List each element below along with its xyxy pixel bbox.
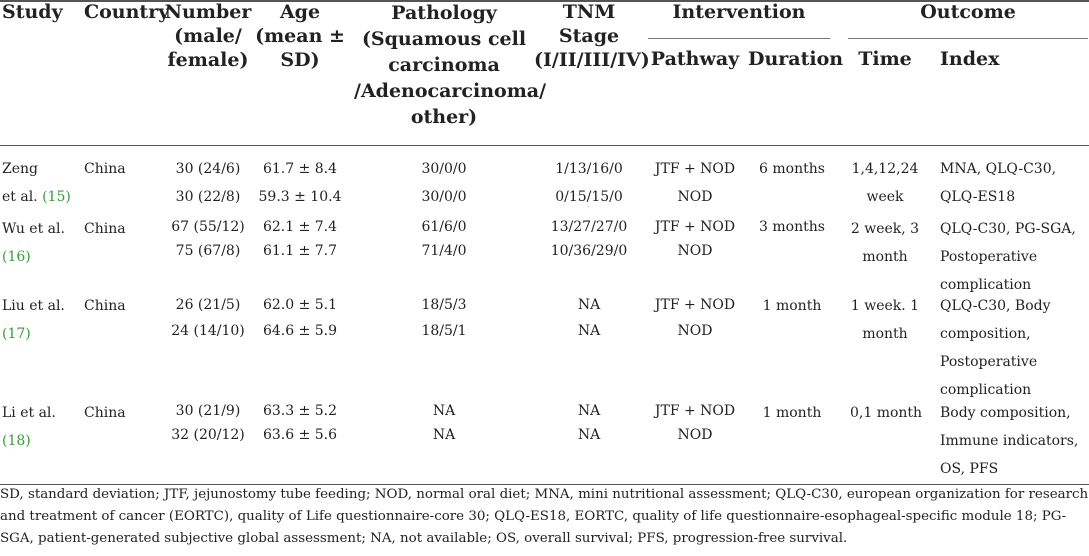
duration-cell: 3 months — [759, 219, 825, 235]
pathology-cell: 61/6/0 71/4/0 — [421, 219, 467, 259]
pathology-cell: 18/5/3 18/5/1 — [421, 297, 467, 339]
table-row — [2, 292, 65, 348]
header-time: Time — [858, 48, 912, 70]
study-name-cont: et al. (15) — [2, 189, 71, 205]
duration-cell: 6 months — [759, 161, 825, 177]
study-name-cont — [2, 320, 65, 348]
study-name: Liu et al. — [2, 298, 65, 314]
header-pathology: Pathology (Squamous cell carcinoma /Adenocarcinoma/ other) — [354, 2, 547, 128]
table-footnote: SD, standard deviation; JTF, jejunostomy tube feeding; NOD, normal oral diet; MNA, mini nutritional assessment; QLQ-C30, european organization for research and treatment of cancer (EORTC), quality of Life questionnaire-core 30; QLQ-ES18, EORTC, quality of life questionnaire-esophageal-specific module 18; PG-SGA, patient-generated subjective global assessment; NA, not available; OS, overall survival; PFS, progression-free survival. — [0, 487, 1089, 546]
pathology-cell: 30/0/0 30/0/0 — [421, 161, 467, 205]
index-cell: QLQ-C30, PG-SGA, Postoperative complication — [940, 221, 1076, 293]
country-cell: China — [84, 405, 126, 421]
reference-link[interactable]: (18) — [2, 433, 31, 449]
duration-cell: 1 month — [762, 405, 822, 421]
study-name-cont — [2, 427, 56, 455]
study-name: Wu et al. — [2, 221, 65, 237]
tnm-cell: 13/27/27/0 10/36/29/0 — [550, 219, 628, 259]
tnm-cell: 1/13/16/0 0/15/15/0 — [555, 161, 623, 205]
country-cell: China — [84, 161, 126, 177]
pathway-cell: JTF + NOD NOD — [654, 403, 736, 443]
index-cell: MNA, QLQ-C30, QLQ-ES18 — [940, 161, 1057, 205]
age-cell: 62.1 ± 7.4 61.1 ± 7.7 — [262, 219, 338, 259]
header-index: Index — [940, 48, 1000, 70]
tnm-cell: NA NA — [577, 403, 601, 443]
time-cell: 2 week, 3 month — [850, 221, 920, 265]
intervention-underline — [648, 38, 830, 39]
header-duration: Duration — [748, 48, 844, 70]
header-outcome: Outcome — [920, 1, 1016, 23]
outcome-underline — [848, 38, 1088, 39]
study-name: Li et al. — [2, 405, 56, 421]
number-cell: 26 (21/5) 24 (14/10) — [171, 297, 245, 339]
reference-link[interactable]: (16) — [2, 249, 31, 265]
country-cell: China — [84, 298, 126, 314]
study-name-cont — [2, 243, 65, 271]
header-country: Country — [84, 1, 170, 23]
table-row — [2, 399, 56, 455]
table-row — [2, 155, 71, 211]
header-age: Age (mean ± SD) — [255, 1, 345, 71]
header-intervention: Intervention — [672, 1, 806, 23]
time-cell: 1 week. 1 month — [850, 298, 920, 342]
pathology-cell: NA NA — [432, 403, 456, 443]
number-cell: 67 (55/12) 75 (67/8) — [171, 219, 245, 259]
pathway-cell: JTF + NOD NOD — [654, 297, 736, 339]
number-cell: 30 (21/9) 32 (20/12) — [171, 403, 245, 443]
time-cell: 0,1 month — [850, 405, 923, 421]
pathway-cell: JTF + NOD NOD — [654, 161, 736, 205]
duration-cell: 1 month — [762, 298, 822, 314]
number-cell: 30 (24/6) 30 (22/8) — [175, 161, 241, 205]
index-cell: QLQ-C30, Body composition, Postoperative complication — [940, 298, 1051, 398]
pathway-cell: JTF + NOD NOD — [654, 219, 736, 259]
country-cell: China — [84, 221, 126, 237]
age-cell: 62.0 ± 5.1 64.6 ± 5.9 — [262, 297, 338, 339]
reference-link[interactable]: (17) — [2, 326, 31, 342]
tnm-cell: NA NA — [577, 297, 601, 339]
age-cell: 61.7 ± 8.4 59.3 ± 10.4 — [258, 161, 342, 205]
table-row — [2, 215, 65, 271]
header-pathway: Pathway — [650, 48, 740, 70]
header-tnm: TNM Stage (I/II/III/IV) — [534, 1, 650, 71]
header-bottom-rule — [0, 145, 1089, 146]
age-cell: 63.3 ± 5.2 63.6 ± 5.6 — [262, 403, 338, 443]
index-cell: Body composition, Immune indicators, OS, PFS — [940, 405, 1079, 477]
reference-link[interactable]: (15) — [42, 189, 71, 205]
header-number: Number (male/ female) — [164, 1, 252, 71]
time-cell: 1,4,12,24 week — [851, 161, 919, 205]
study-name: Zeng — [2, 161, 38, 177]
header-study: Study — [2, 1, 63, 23]
